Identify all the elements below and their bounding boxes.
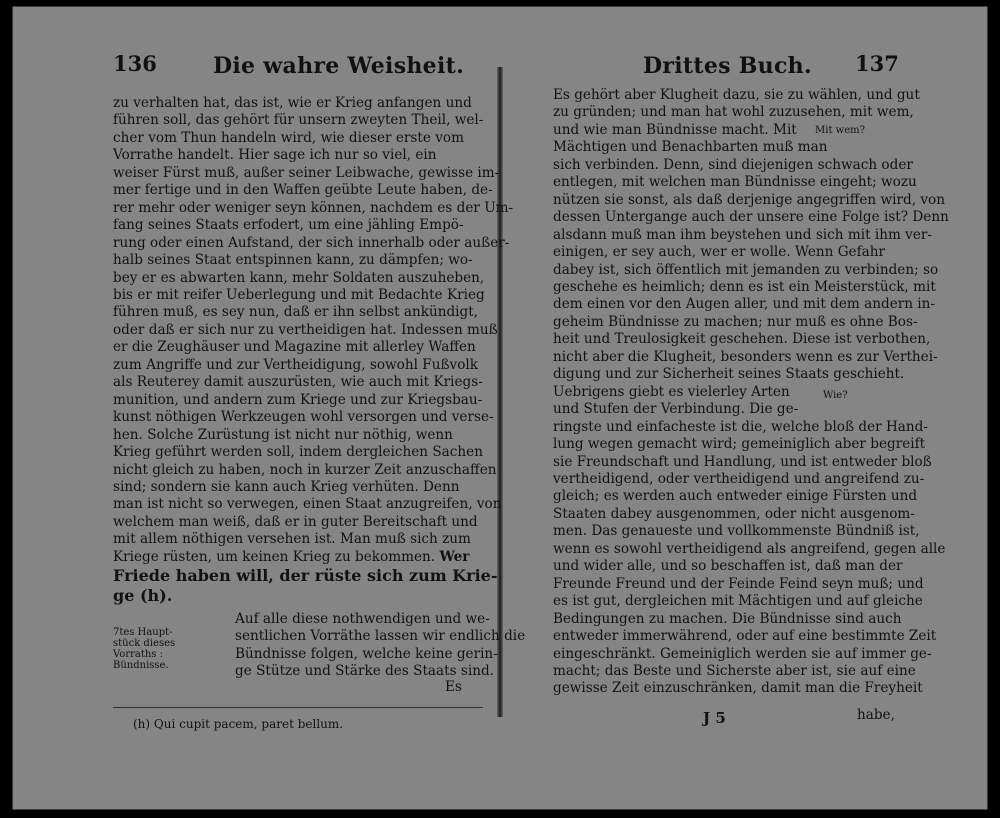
text-line: dem einen vor den Augen aller, und mit dem andern in-: [553, 296, 936, 313]
text-line: gleich; es werden auch entweder einige Fürsten und: [553, 488, 918, 505]
marginal-note-line: Vorraths :: [113, 649, 163, 660]
text-line: Vorrathe handelt. Hier sage ich nur so viel, ein: [113, 147, 437, 164]
text-line: dabey ist, sich öffentlich mit jemanden zu verbinden; so: [553, 261, 939, 278]
text-line: es ist gut, dergleichen mit Mächtigen und auf gleiche: [553, 593, 923, 610]
footnote-rule: [113, 707, 483, 708]
text-line: bis er mit reifer Ueberlegung und mit Bedachte Krieg: [113, 286, 485, 303]
signature-mark: J 5: [703, 709, 726, 727]
text-line: nicht gleich zu haben, noch in kurzer Zeit anzuschaffen: [113, 461, 497, 478]
text-line: mit allem nöthigen versehen ist. Man muß sich zum: [113, 531, 471, 548]
left-page: [13, 7, 526, 809]
text-line: führen muß, es sey nun, daß er ihn selbst ankündigt,: [113, 304, 479, 321]
running-head-right: Drittes Buch.: [643, 53, 812, 79]
marginal-note-wie: Wie?: [823, 390, 848, 401]
footnote: (h) Qui cupit pacem, paret bellum.: [133, 717, 344, 731]
text-line: entweder immerwährend, oder auf eine bestimmte Zeit: [553, 628, 937, 645]
text-line: kunst nöthigen Werkzeugen wohl versorgen und verse-: [113, 409, 494, 426]
text-line: und wie man Bündnisse macht. Mit: [553, 121, 797, 138]
text-line: führen soll, das gehört für unsern zweyten Theil, wel-: [113, 112, 484, 129]
text-line: sind; sondern sie kann auch Krieg verhüten. Denn: [113, 478, 460, 495]
page-number-left: 136: [113, 51, 157, 76]
text-line: welchem man weiß, daß er in guter Bereitschaft und: [113, 513, 478, 530]
text-line: nicht aber die Klugheit, besonders wenn es zur Verthei-: [553, 348, 938, 365]
text-line: Es gehört aber Klugheit dazu, sie zu wählen, und gut: [553, 87, 920, 103]
text-line: zum Angriffe und zur Vertheidigung, sowohl Fußvolk: [113, 356, 478, 373]
text-line: dessen Untergange auch der unsere eine Folge ist? Denn: [553, 209, 949, 226]
text-line: Staaten dabey ausgenommen, oder nicht ausgenom-: [553, 505, 915, 522]
text-line: geschehe es heimlich; denn es ist ein Meisterstück, mit: [553, 278, 936, 295]
text-line: weiser Fürst muß, außer seiner Leibwache, gewisse im-: [113, 164, 500, 181]
text-line: fang seines Staats erfodert, um eine jähling Empö-: [113, 217, 464, 234]
catchword-left: Es: [445, 679, 462, 695]
text-line: Freunde Freund und der Feinde Feind seyn muß; und: [553, 575, 924, 592]
text-line: halb seines Staat entspinnen kann, zu dämpfen; wo-: [113, 252, 473, 269]
text-line: sie Freundschaft und Handlung, und ist entweder bloß: [553, 453, 932, 470]
text-line: eingeschränkt. Gemeiniglich werden sie auf immer ge-: [553, 645, 932, 662]
text-line: munition, und andern zum Kriege und zur Kriegsbau-: [113, 391, 483, 408]
text-line: [113, 549, 479, 566]
page-number-right: 137: [855, 51, 899, 76]
text-line: Uebrigens giebt es vielerley Arten: [553, 383, 790, 400]
text-line: hen. Solche Zurüstung ist nicht nur nöthig, wenn: [113, 426, 453, 443]
text-line: nützen sie sonst, als daß derjenige angegriffen wird, von: [553, 191, 945, 208]
text-line: oder daß er sich nur zu vertheidigen hat. Indessen muß: [113, 321, 498, 338]
text-line: Krieg geführt werden soll, indem dergleichen Sachen: [113, 444, 483, 461]
text-line-part: Kriege rüsten, um keinen Krieg zu bekommen.: [113, 548, 436, 565]
text-line: cher vom Thun handeln wird, wie dieser erste vom: [113, 129, 464, 146]
text-line: geheim Bündnisse zu machen; nur muß es ohne Bos-: [553, 313, 918, 330]
text-line: alsdann muß man ihm beystehen und sich mit ihm ver-: [553, 226, 932, 243]
text-line: sentlichen Vorräthe lassen wir endlich die: [235, 628, 526, 645]
text-line: lung wegen gemacht wird; gemeiniglich aber begreift: [553, 436, 926, 453]
text-line: wenn es sowohl vertheidigend als angreifend, gegen alle: [553, 540, 946, 557]
marginal-note-line: stück dieses: [113, 638, 176, 649]
text-line: Bündnisse folgen, welche keine gerin-: [235, 645, 498, 662]
text-line: men. Das genaueste und vollkommenste Bündniß ist,: [553, 523, 920, 540]
book-spread: [12, 6, 988, 810]
text-line: sich verbinden. Denn, sind diejenigen schwach oder: [553, 156, 913, 173]
running-head-left: Die wahre Weisheit.: [213, 53, 465, 79]
text-line: Auf alle diese nothwendigen und we-: [235, 611, 490, 627]
text-line-bold: ge (h).: [113, 586, 173, 606]
text-line: rer mehr oder weniger seyn können, nachdem es der Um-: [113, 199, 514, 216]
text-line: vertheidigend, oder vertheidigend und angreifend zu-: [553, 470, 925, 487]
text-line: mer fertige und in den Waffen geübte Leute haben, de-: [113, 182, 493, 199]
bold-phrase: Wer: [439, 548, 470, 565]
catchword-right: habe,: [857, 707, 895, 723]
left-body-text-continued: [235, 611, 526, 681]
marginal-note-mit-wem: Mit wem?: [815, 125, 865, 136]
text-line: einigen, er sey auch, wer er wolle. Wenn Gefahr: [553, 244, 885, 261]
marginal-note-line: Bündnisse.: [113, 660, 169, 671]
text-line: ge Stütze und Stärke des Staats sind.: [235, 663, 494, 680]
text-line: Bedingungen zu machen. Die Bündnisse sind auch: [553, 610, 902, 627]
text-line: Mächtigen und Benachbarten muß man: [553, 139, 828, 156]
text-line: zu gründen; und man hat wohl zuzusehen, mit wem,: [553, 104, 914, 121]
text-line: er die Zeughäuser und Magazine mit allerley Waffen: [113, 339, 476, 356]
text-line: und Stufen der Verbindung. Die ge-: [553, 401, 799, 418]
text-line: rung oder einen Aufstand, der sich innerhalb oder außer-: [113, 234, 510, 251]
marginal-note-line: 7tes Haupt-: [113, 627, 173, 638]
right-page: [503, 7, 987, 809]
marginal-note-left: [113, 627, 193, 671]
text-line: macht; das Beste und Sicherste aber ist, sie auf eine: [553, 662, 916, 679]
text-line: zu verhalten hat, das ist, wie er Krieg anfangen und: [113, 95, 472, 111]
text-line: gewisse Zeit einzuschränken, damit man die Freyheit: [553, 680, 923, 697]
text-line: bey er es abwarten kann, mehr Soldaten auszuheben,: [113, 269, 485, 286]
text-line: digung und zur Sicherheit seines Staats geschieht.: [553, 366, 905, 383]
text-line: heit und Treulosigkeit geschehen. Diese ist verbothen,: [553, 331, 931, 348]
text-line: und wider alle, und so beschaffen ist, daß man der: [553, 558, 903, 575]
text-line: als Reuterey damit auszurüsten, wie auch mit Kriegs-: [113, 374, 483, 391]
left-body-text: [113, 95, 514, 606]
text-line: entlegen, mit welchen man Bündnisse eingeht; wozu: [553, 174, 917, 191]
text-line: ringste und einfacheste ist die, welche bloß der Hand-: [553, 418, 928, 435]
text-line: man ist nicht so verwegen, einen Staat anzugreifen, von: [113, 496, 502, 513]
text-line-bold: Friede haben will, der rüste sich zum Krie-: [113, 566, 498, 586]
